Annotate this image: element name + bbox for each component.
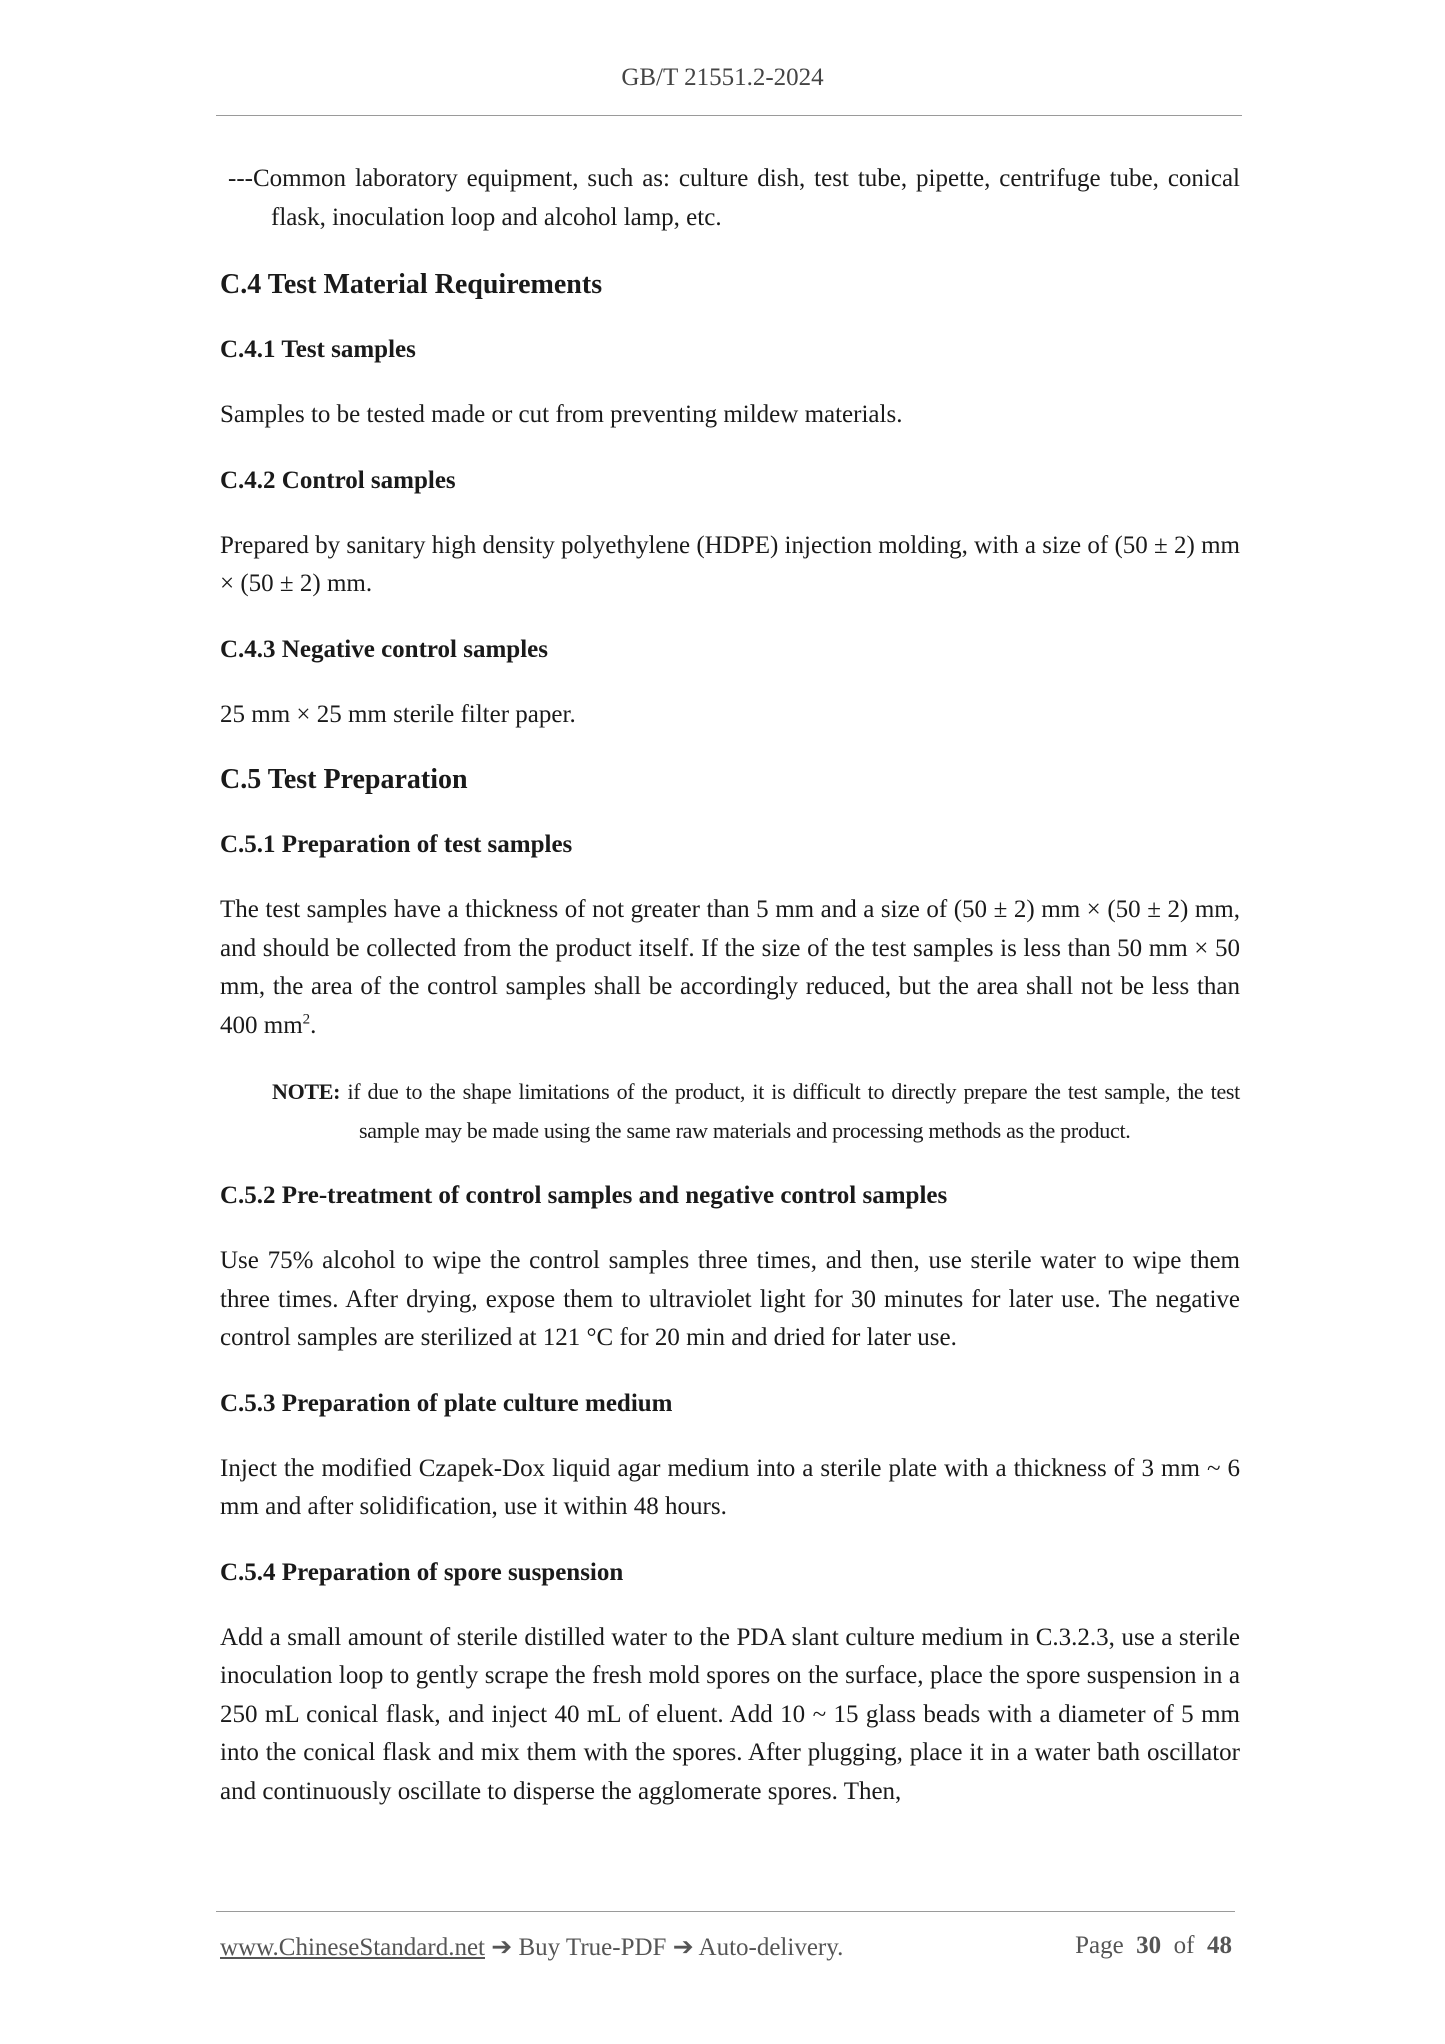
note-label: NOTE: <box>272 1079 341 1104</box>
section-c42-title: C.4.2 Control samples <box>220 466 456 494</box>
note-paragraph <box>220 1072 1240 1150</box>
auto-delivery-text: Auto-delivery. <box>698 1934 844 1961</box>
section-c42-text: Prepared by sanitary high density polyethylene (HDPE) injection molding, with a size of (50 ± 2) mm × (50 ± 2) mm. <box>220 531 1240 597</box>
document-body <box>220 160 1240 1811</box>
arrow-icon: ➔ <box>672 1934 694 1961</box>
section-c53-title: C.5.3 Preparation of plate culture medium <box>220 1389 673 1417</box>
arrow-icon: ➔ <box>491 1934 513 1961</box>
section-c4-title: C.4 Test Material Requirements <box>220 269 603 300</box>
section-c52-title: C.5.2 Pre-treatment of control samples and negative control samples <box>220 1182 948 1209</box>
page-header-standard-code: GB/T 21551.2-2024 <box>621 64 824 91</box>
section-c41-title: C.4.1 Test samples <box>220 336 416 363</box>
section-c5-title: C.5 Test Preparation <box>220 764 468 795</box>
page-total: 48 <box>1207 1932 1232 1959</box>
header-divider <box>216 115 1242 116</box>
site-link[interactable]: www.ChineseStandard.net <box>220 1934 485 1961</box>
footer-left <box>220 1932 843 1962</box>
section-c43-title: C.4.3 Negative control samples <box>220 635 548 663</box>
section-c54-text: Add a small amount of sterile distilled water to the PDA slant culture medium in C.3.2.3, use a sterile inoculation loop to gently scrape the fresh mold spores on the surface, place the spore suspension in a 250 mL conical flask, and inject 40 mL of eluent. Add 10 ~ 15 glass beads with a diameter of 5 mm into the conical flask and mix them with the spores. After plugging, place it in a water bath oscillator and continuously oscillate to disperse the agglomerate spores. Then, <box>220 1623 1240 1805</box>
page-label: Page <box>1075 1932 1124 1959</box>
footer-divider <box>216 1911 1235 1912</box>
superscript-squared: 2 <box>302 1011 311 1028</box>
section-c51-text-main: The test samples have a thickness of not greater than 5 mm and a size of (50 ± 2) mm × (50 ± 2) mm, and should be collected from the product itself. If the size of the test samples is less than 50 mm × 50 mm, the area of the control samples shall be accordingly reduced, but the area shall not be less than 400 mm <box>220 896 1240 1039</box>
section-c51-text <box>220 891 1240 1045</box>
section-c54-title: C.5.4 Preparation of spore suspension <box>220 1558 624 1586</box>
page-of-label: of <box>1173 1932 1195 1959</box>
section-c51-title: C.5.1 Preparation of test samples <box>220 831 573 858</box>
page-current: 30 <box>1136 1932 1162 1959</box>
buy-true-pdf-text: Buy True-PDF <box>518 1934 667 1961</box>
section-c41-text: Samples to be tested made or cut from preventing mildew materials. <box>220 401 903 428</box>
equipment-bullet: ---Common laboratory equipment, such as: culture dish, test tube, pipette, centrifuge tube, conical flask, inoculation loop and alcohol lamp, etc. <box>228 165 1240 231</box>
section-c53-text: Inject the modified Czapek-Dox liquid agar medium into a sterile plate with a thickness of 3 mm ~ 6 mm and after solidification, use it within 48 hours. <box>220 1454 1240 1520</box>
page-indicator <box>1075 1932 1232 1962</box>
section-c51-text-end: . <box>310 1011 317 1039</box>
note-text: if due to the shape limitations of the product, it is difficult to directly prepare the test sample, the test sample may be made using the same raw materials and processing methods as the product. <box>347 1079 1240 1143</box>
section-c52-text: Use 75% alcohol to wipe the control samples three times, and then, use sterile water to wipe them three times. After drying, expose them to ultraviolet light for 30 minutes for later use. The negative control samples are sterilized at 121 °C for 20 min and dried for later use. <box>220 1247 1240 1351</box>
section-c43-text: 25 mm × 25 mm sterile filter paper. <box>220 700 576 728</box>
page-footer <box>220 1932 1232 1962</box>
